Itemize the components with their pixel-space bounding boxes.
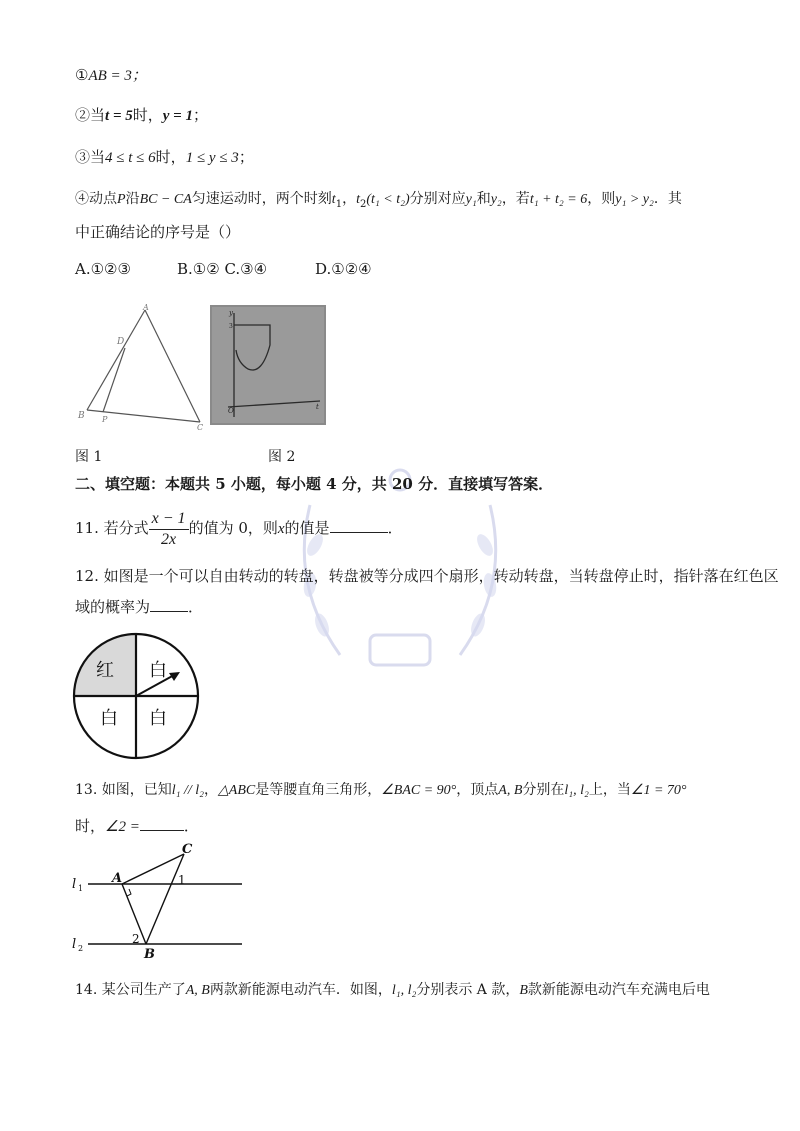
sector-label-red: 红: [96, 660, 114, 681]
item-2: ②当t = 5时，y = 1；: [75, 106, 208, 124]
fig1-label-p: P: [102, 415, 108, 424]
fig1-label-c: C: [197, 423, 204, 430]
sector-label-white-bl: 白: [100, 708, 118, 729]
option-a: A.①②③: [75, 260, 131, 278]
question-13-line-1: 13. 如图，已知l₁ // l₂，△ABC是等腰直角三角形，∠BAC = 90°，顶点A, B分别在l₁, l₂上，当∠1 = 70°: [75, 782, 687, 798]
item-4: ④动点P沿BC − CA匀速运动时，两个时刻$t_1$，$t_2(t_1 < t_2)$分别对应y₁和y₂，若t₁ + t₂ = 6，则y₁ > y₂．其: [75, 191, 682, 210]
fig2-label-t: t: [316, 403, 319, 411]
fig2-label-tick: 3: [229, 323, 233, 330]
section-2-heading: 二、填空题：本题共 5 小题，每小题 4 分，共 20 分．直接填写答案．: [75, 475, 554, 493]
angle-label-1: 1: [178, 873, 186, 887]
sector-label-white-br: 白: [149, 708, 167, 729]
label-l2-sub: 2: [78, 944, 84, 953]
item-4-continued: 中正确结论的序号是（）: [75, 223, 241, 241]
fig1-label-b: B: [78, 411, 85, 421]
label-l1-sub: 1: [78, 884, 84, 893]
figure-2-graph: [210, 305, 326, 425]
question-12-line-1: 12. 如图是一个可以自由转动的转盘，转盘被等分成四个扇形，转动转盘，当转盘停止时，指针落在红色区: [75, 567, 779, 585]
spinner-wheel: [72, 632, 200, 760]
answer-blank[interactable]: [150, 597, 188, 612]
fig1-label-d: D: [117, 337, 125, 347]
item-3: ③当4 ≤ t ≤ 6时，1 ≤ y ≤ 3；: [75, 148, 254, 166]
fig2-label-o: O: [228, 407, 234, 415]
label-b: B: [144, 947, 155, 962]
question-12-line-2: 域的概率为 ．: [75, 598, 204, 616]
item-1: ①AB = 3；: [75, 66, 147, 84]
figure-1-triangle: [75, 300, 210, 430]
fraction: $\frac{x - 1}{2x}$: [149, 509, 189, 550]
question-13-line-2: 时，∠2 = ．: [75, 817, 199, 835]
sector-label-white-tr: 白: [149, 660, 167, 681]
fig2-label-y: y: [229, 309, 233, 317]
label-l2: l: [72, 937, 77, 952]
answer-blank[interactable]: [140, 816, 184, 831]
figure-1-caption: 图 1: [75, 449, 103, 465]
question-14: 14. 某公司生产了A, B两款新能源电动汽车．如图，l₁, l₂分别表示 A 款，B款新能源电动汽车充满电后电: [75, 982, 710, 998]
figure-13-parallel-lines: [70, 842, 250, 962]
option-b-c: B.①② C.③④: [177, 260, 268, 278]
fig1-label-a: A: [143, 303, 149, 312]
label-a: A: [112, 871, 123, 886]
answer-blank[interactable]: [330, 518, 388, 533]
label-c: C: [182, 842, 193, 857]
label-l1: l: [72, 877, 77, 892]
option-d: D.①②④: [315, 260, 372, 278]
angle-label-2: 2: [132, 932, 140, 946]
question-11: 11. 若分式 $\frac{x - 1}{2x}$ 的值为 0，则x的值是 ．: [75, 509, 403, 548]
figure-2-caption: 图 2: [268, 449, 296, 465]
